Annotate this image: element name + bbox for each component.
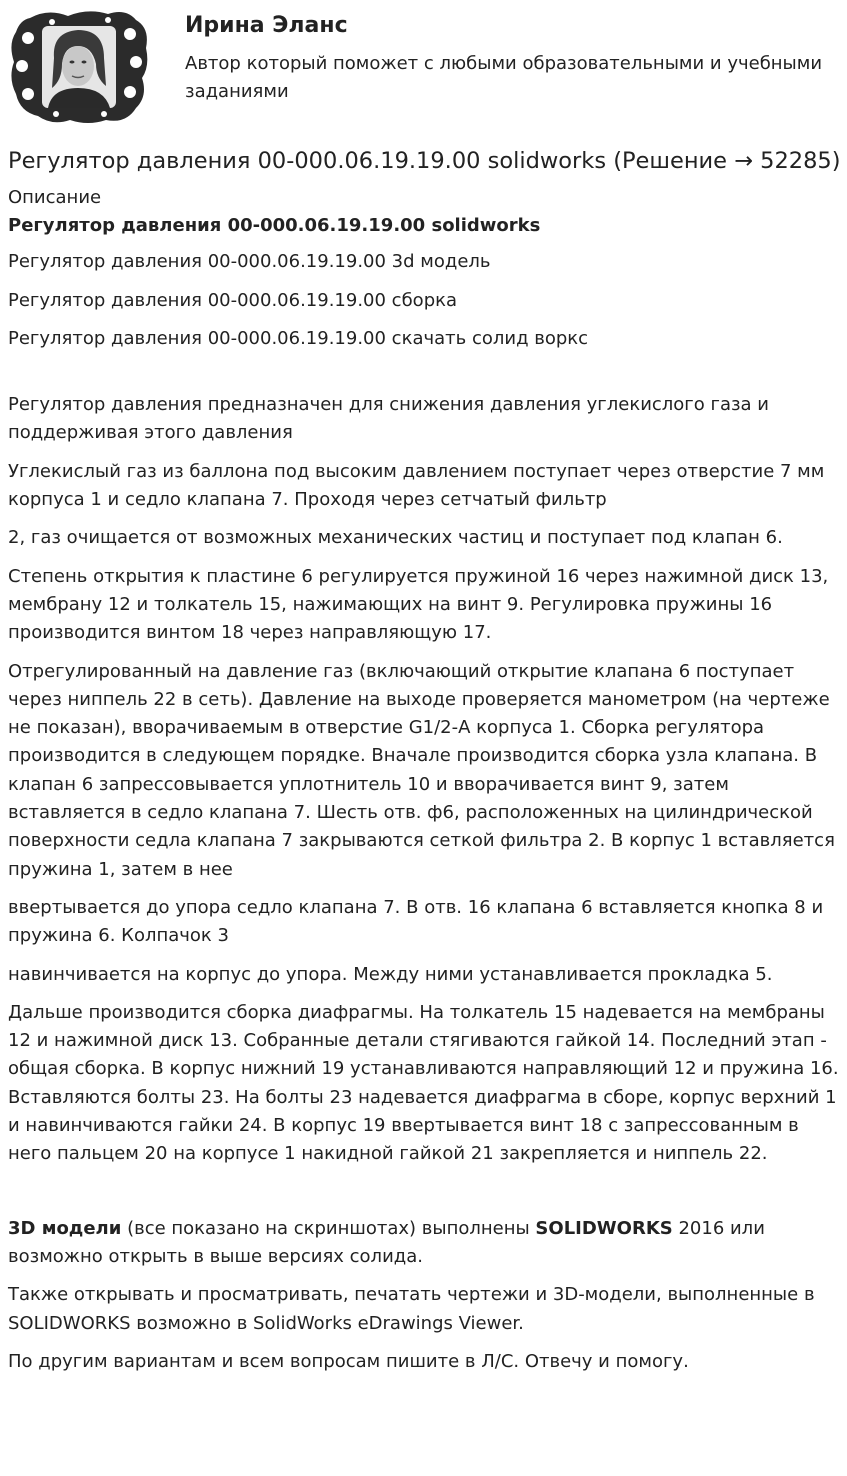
text: 2016 или возможно открыть в выше версиях солида. xyxy=(8,1217,765,1267)
paragraph: Углекислый газ из баллона под высоким давлением поступает через отверстие 7 мм корпуса 1 и седло клапана 7. Проходя через сетчатый фильтр xyxy=(8,460,825,511)
paragraph-heading: Регулятор давления 00-000.06.19.19.00 solidworks xyxy=(8,215,541,236)
paragraph: ввертывается до упора седло клапана 7. В отв. 16 клапана 6 вставляется кнопка 8 и пружина 6. Колпачок 3 xyxy=(8,896,824,947)
work-description xyxy=(8,147,843,1386)
paragraph: Регулятор давления предназначен для снижения давления углекислого газа и поддерживая этого давления xyxy=(8,394,770,444)
paragraph-software xyxy=(8,1215,843,1272)
author-block xyxy=(0,0,847,130)
bold-text: SOLIDWORKS xyxy=(535,1217,673,1239)
text: (все показано на скриншотах) выполнены xyxy=(121,1217,536,1239)
author-name[interactable]: Ирина Эланс xyxy=(185,13,348,38)
paragraph: 2, газ очищается от возможных механических частиц и поступает под клапан 6. xyxy=(8,527,783,549)
paragraph: Степень открытия к пластине 6 регулируется пружиной 16 через нажимной диск 13, мембрану 12 и толкатель 15, нажимающих на винт 9. Регулировка пружины 16 производится винтом 18 через направляющую 17. xyxy=(8,565,829,644)
paragraph: По другим вариантам и всем вопросам пишите в Л/С. Отвечу и помогу. xyxy=(8,1350,689,1372)
paragraph: навинчивается на корпус до упора. Между ними устанавливается прокладка 5. xyxy=(8,963,773,985)
page-title: Регулятор давления 00-000.06.19.19.00 solidworks (Решение → 52285) xyxy=(8,148,841,174)
bold-text: 3D модели xyxy=(8,1217,122,1239)
paragraph: Отрегулированный на давление газ (включающий открытие клапана 6 поступает через ниппель 22 в сеть). Давление на выходе проверяется манометром (на чертеже не показан), вворачиваемым в отверстие G1/2-А корпуса 1. Сборка регулятора производится в следующем порядке. Вначале производится сборка узла клапана. В клапан 6 запрессовывается уплотнитель 10 и вворачивается винт 9, затем вставляется в седло клапана 7. Шесть отв. ф6, расположенных на цилиндрической поверхности седла клапана 7 закрываются сеткой фильтра 2. В корпус 1 вставляется пружина 1, затем в нее xyxy=(8,660,835,880)
paragraph: Регулятор давления 00-000.06.19.19.00 сборка xyxy=(8,289,458,311)
spacer xyxy=(8,363,843,391)
description-label: Описание xyxy=(8,187,102,208)
author-avatar[interactable] xyxy=(8,8,150,126)
paragraph: Дальше производится сборка диафрагмы. На толкатель 15 надевается на мембраны 12 и нажимной диск 13. Собранные детали стягиваются гайкой 14. Последний этап - общая сборка. В корпус нижний 19 устанавливаются направляющий 12 и пружина 16. Вставляются болты 23. На болты 23 надевается диафрагма в сборе, корпус верхний 1 и навинчиваются гайки 24. В корпус 19 ввертывается винт 18 с запрессованным в него пальцем 20 на корпусе 1 накидной гайкой 21 закрепляется и ниппель 22. xyxy=(8,1001,839,1165)
paragraph: Также открывать и просматривать, печатать чертежи и 3D-модели, выполненные в SOLIDWORKS возможно в SolidWorks eDrawings Viewer. xyxy=(8,1284,815,1334)
paragraph: Регулятор давления 00-000.06.19.19.00 3d модель xyxy=(8,251,491,273)
paragraph: Регулятор давления 00-000.06.19.19.00 скачать солид воркс xyxy=(8,327,589,349)
spacer xyxy=(8,1179,843,1215)
author-description: Автор который поможет с любыми образовательными и учебными заданиями xyxy=(185,53,823,102)
